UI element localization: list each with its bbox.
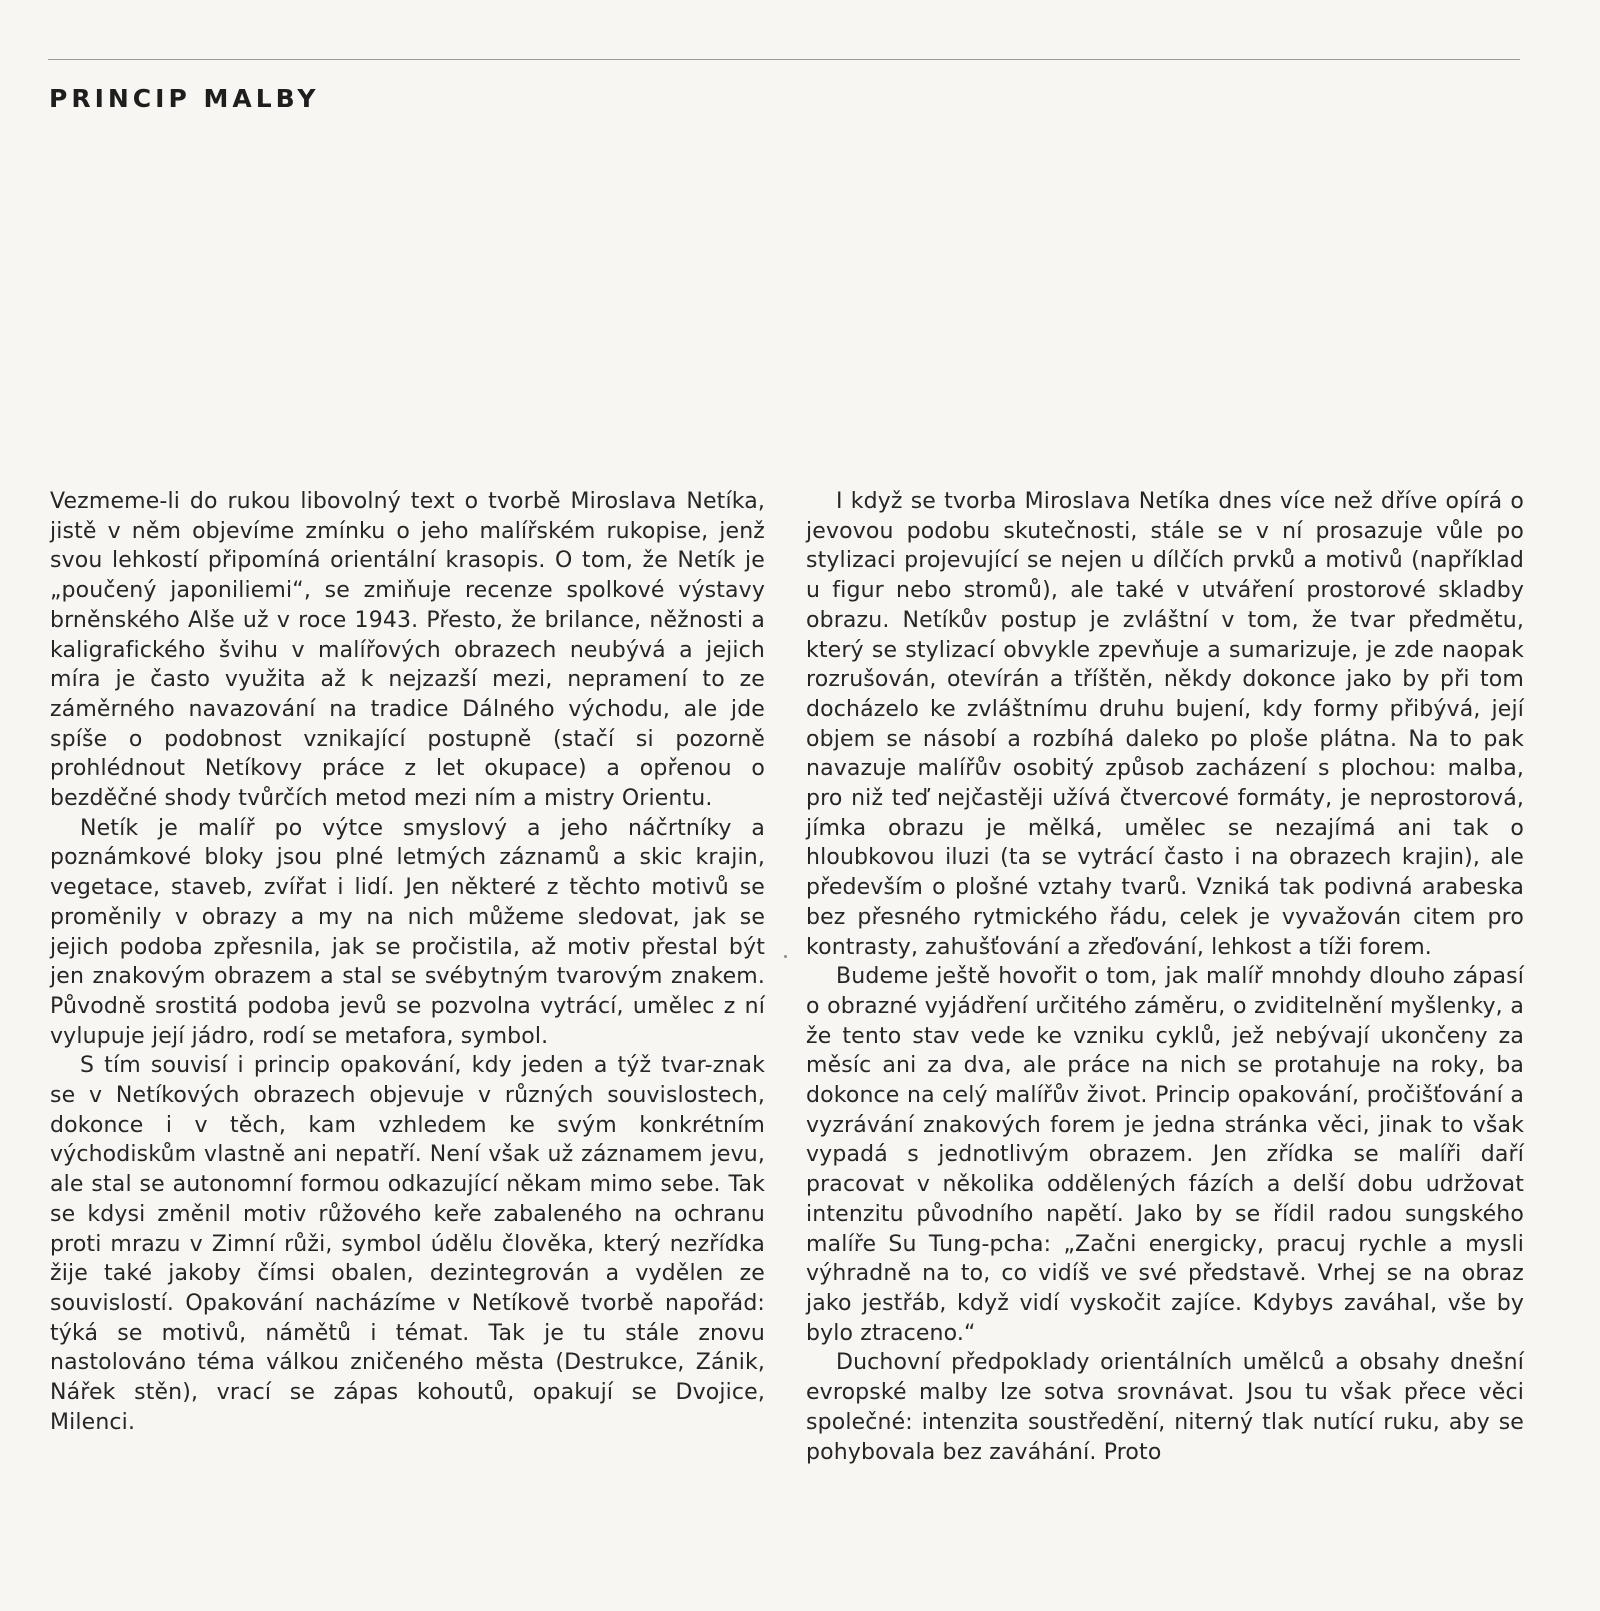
margin-dot <box>784 955 787 958</box>
left-text-column <box>50 487 765 1438</box>
paragraph: Netík je malíř po výtce smyslový a jeho náčrtníky a poznámkové bloky jsou plné letmých záznamů a skic krajin, vegetace, staveb, zvířat i lidí. Jen některé z těchto motivů se proměnily v obrazy a my na nich můžeme sledovat, jak se jejich podoba zpřesnila, jak se pročistila, až motiv přestal být jen znakovým obrazem a stal se svébytným tvarovým znakem. Původně srostitá podoba jevů se pozvolna vytrácí, umělec z ní vylupuje její jádro, rodí se metafora, symbol. <box>50 815 765 1049</box>
paragraph: S tím souvisí i princip opakování, kdy jeden a týž tvar-znak se v Netíkových obrazech objevuje v různých souvislostech, dokonce i v těch, kam vzhledem ke svým konkrétním východiskům vlastně ani nepatří. Není však už záznamem jevu, ale stal se autonomní formou odkazující někam mimo sebe. Tak se kdysi změnil motiv růžového keře zabaleného na ochranu proti mrazu v Zimní růži, symbol údělu člověka, který nezřídka žije také jakoby čímsi obalen, dezintegrován a vydělen ze souvislostí. Opakování nacházíme v Netíkově tvorbě napořád: týká se motivů, námětů i témat. Tak je tu stále znovu nastolováno téma válkou zničeného města (Destrukce, Zánik, Nářek stěn), vrací se zápas kohoutů, opakují se Dvojice, Milenci. <box>50 1053 765 1435</box>
paragraph: Duchovní předpoklady orientálních umělců a obsahy dnešní evropské malby lze sotva srovnávat. Jsou tu však přece věci společné: intenzita soustředění, niterný tlak nutící ruku, aby se pohybovala bez zaváhání. Proto <box>806 1350 1524 1465</box>
paragraph: Budeme ještě hovořit o tom, jak malíř mnohdy dlouho zápasí o obrazné vyjádření určitého záměru, o zviditelnění myšlenky, a že tento stav vede ke vzniku cyklů, jež nebývají ukončeny za měsíc ani za dva, ale práce na nich se protahuje na roky, ba dokonce na celý malířův život. Princip opakování, pročišťování a vyzrávání znakových forem je jedna stránka věci, jinak to však vypadá s jednotlivým obrazem. Jen zřídka se malíři daří pracovat v několika oddělených fázích a delší dobu udržovat intenzitu původního napětí. Jako by se řídil radou sungského malíře Su Tung-pcha: „Začni energicky, pracuj rychle a mysli výhradně na to, co vidíš ve své představě. Vrhej se na obraz jako jestřáb, když vidí vyskočit zajíce. Kdybys zaváhal, vše by bylo ztraceno.“ <box>806 964 1524 1346</box>
top-rule <box>48 59 1520 60</box>
right-text-column <box>806 487 1524 1467</box>
paragraph: I když se tvorba Miroslava Netíka dnes více než dříve opírá o jevovou podobu skutečnosti, stále se v ní prosazuje vůle po stylizaci projevující se nejen u dílčích prvků a motivů (například u figur nebo stromů), ale také v utváření prostorové skladby obrazu. Netíkův postup je zvláštní v tom, že tvar předmětu, který se stylizací obvykle zpevňuje a sumarizuje, je zde naopak rozrušován, otevírán a tříštěn, někdy dokonce jako by při tom docházelo ke zvláštnímu druhu bujení, kdy formy přibývá, její objem se násobí a rozbíhá daleko po ploše plátna. Na to pak navazuje malířův osobitý způsob zacházení s plochou: malba, pro niž teď nejčastěji užívá čtvercové formáty, je neprostorová, jímka obrazu je mělká, umělec se nezajímá ani tak o hloubkovou iluzi (ta se vytrácí často i na obrazech krajin), ale především o plošné vztahy tvarů. Vzniká tak podivná arabeska bez přesného rytmického řádu, celek je vyvažován citem pro kontrasty, zahušťování a zřeďování, lehkost a tíži forem. <box>806 489 1524 960</box>
page-title: PRINCIP MALBY <box>49 84 320 113</box>
paragraph: Vezmeme-li do rukou libovolný text o tvorbě Miroslava Netíka, jistě v něm objevíme zmínku o jeho malířském rukopise, jenž svou lehkostí připomíná orientální krasopis. O tom, že Netík je „poučený japoniliemi“, se zmiňuje recenze spolkové výstavy brněnského Alše už v roce 1943. Přesto, že brilance, něžnosti a kaligrafického švihu v malířových obrazech neubývá a jejich míra je často využita až k nejzazší mezi, nepramení to ze záměrného navazování na tradice Dálného východu, ale jde spíše o podobnost vznikající postupně (stačí si pozorně prohlédnout Netíkovy práce z let okupace) a opřenou o bezděčné shody tvůrčích metod mezi ním a mistry Orientu. <box>50 489 765 812</box>
